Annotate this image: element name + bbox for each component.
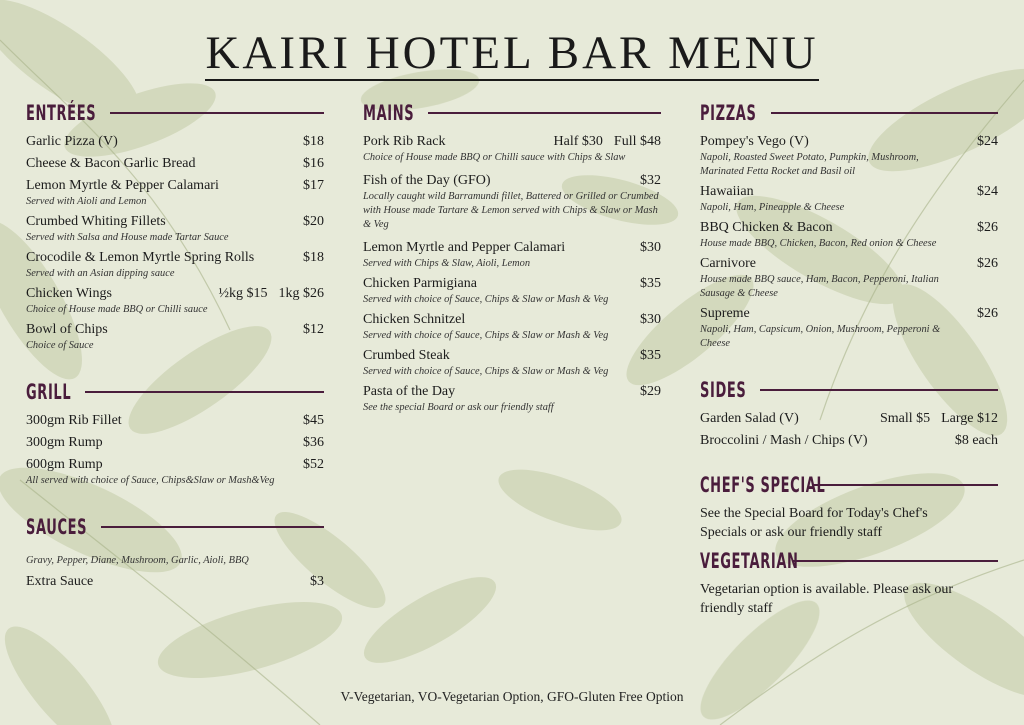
divider (428, 112, 661, 114)
item-price: $32 (640, 173, 661, 188)
item-name: Extra Sauce (26, 574, 94, 589)
mains-header (363, 100, 661, 126)
item-price: 1kg $26 (278, 286, 324, 301)
menu-item (700, 431, 998, 450)
item-price: $29 (640, 384, 661, 399)
item-name: Bowl of Chips (26, 322, 108, 337)
menu-item (26, 212, 324, 245)
sauces-description: Gravy, Pepper, Diane, Mushroom, Garlic, Aioli, BBQ (26, 555, 249, 566)
grill-header (26, 379, 324, 405)
menu-item (26, 284, 324, 317)
menu-item (363, 132, 661, 165)
dietary-legend: V-Vegetarian, VO-Vegetarian Option, GFO-Gluten Free Option (340, 689, 684, 704)
item-price: $35 (640, 276, 661, 291)
divider (101, 526, 324, 528)
item-name: Garden Salad (V) (700, 411, 799, 426)
item-description: Served with Aioli and Lemon (26, 196, 147, 207)
item-description: Napoli, Ham, Capsicum, Onion, Mushroom, Pepperoni & Cheese (700, 324, 941, 349)
item-name: Pork Rib Rack (363, 134, 446, 149)
pizzas-heading: PIZZAS (700, 101, 757, 125)
menu-item (26, 176, 324, 209)
sauces-header (26, 514, 324, 540)
sides-list (700, 409, 998, 450)
item-name: 600gm Rump (26, 457, 103, 472)
item-price: $18 (303, 250, 324, 265)
entrees-list (26, 132, 324, 353)
column-middle (363, 100, 661, 418)
divider (760, 389, 998, 391)
menu-item (700, 254, 998, 301)
item-price-half: Small $5 (879, 411, 931, 426)
menu-item (26, 132, 324, 151)
item-description: Served with choice of Sauce, Chips & Slaw or Mash & Veg (363, 366, 609, 377)
menu-item (363, 274, 661, 307)
menu-item (700, 409, 998, 428)
item-description: All served with choice of Sauce, Chips&Slaw or Mash&Veg (26, 475, 275, 486)
item-name: Carnivore (700, 256, 756, 271)
menu-item (26, 455, 324, 488)
chefs-special-text: See the Special Board for Today's Chef's Specials or ask our friendly staff (700, 506, 928, 540)
item-name: 300gm Rump (26, 435, 103, 450)
item-price: $52 (303, 457, 324, 472)
menu-item (26, 433, 324, 452)
item-name: Crumbed Whiting Fillets (26, 214, 166, 229)
chefs-special-header (700, 472, 998, 498)
sides-heading: SIDES (700, 378, 747, 402)
item-price: $30 (640, 240, 661, 255)
item-name: Fish of the Day (GFO) (363, 173, 491, 188)
item-name: Cheese & Bacon Garlic Bread (26, 156, 196, 171)
item-price: $26 (977, 256, 998, 271)
item-name: Hawaiian (700, 184, 754, 199)
item-price: $26 (977, 306, 998, 321)
item-name: Crocodile & Lemon Myrtle Spring Rolls (26, 250, 255, 265)
divider (110, 112, 324, 114)
mains-heading: MAINS (363, 101, 415, 125)
mains-list (363, 132, 661, 415)
item-price: $18 (303, 134, 324, 149)
item-price: $17 (303, 178, 324, 193)
divider (771, 112, 999, 114)
item-description: Served with an Asian dipping sauce (26, 268, 175, 279)
item-description: Choice of Sauce (26, 340, 94, 351)
item-name: Supreme (700, 306, 750, 321)
chefs-special-heading: CHEF'S SPECIAL (700, 473, 826, 497)
menu-item (26, 320, 324, 353)
vegetarian-text: Vegetarian option is available. Please ask our friendly staff (700, 582, 954, 616)
item-description: Locally caught wild Barramundi fillet, Battered or Grilled or Crumbed with House made Tartare & Lemon served with Chips & Slaw or Mash & Veg (363, 191, 659, 230)
menu-item (26, 411, 324, 430)
sauces-heading: SAUCES (26, 515, 88, 539)
item-description: Served with Chips & Slaw, Aioli, Lemon (363, 258, 531, 269)
item-price: Large $12 (941, 411, 998, 426)
item-description: House made BBQ sauce, Ham, Bacon, Pepperoni, Italian Sausage & Cheese (700, 274, 939, 299)
pizzas-header (700, 100, 998, 126)
item-price: $36 (303, 435, 324, 450)
item-price: Full $48 (613, 134, 661, 149)
menu-item (700, 218, 998, 251)
item-name: BBQ Chicken & Bacon (700, 220, 833, 235)
divider (85, 391, 324, 393)
item-name: Pasta of the Day (363, 384, 456, 399)
menu-item (363, 238, 661, 271)
item-price: $26 (977, 220, 998, 235)
item-name: Lemon Myrtle and Pepper Calamari (363, 240, 566, 255)
item-description: Served with choice of Sauce, Chips & Slaw or Mash & Veg (363, 294, 609, 305)
item-description: Napoli, Ham, Pineapple & Cheese (700, 202, 845, 213)
menu-item (26, 154, 324, 173)
item-name: Broccolini / Mash / Chips (V) (700, 433, 868, 448)
item-price-half: Half $30 (553, 134, 603, 149)
item-name: Lemon Myrtle & Pepper Calamari (26, 178, 219, 193)
item-price-half: ½kg $15 (218, 286, 268, 301)
menu-item (26, 248, 324, 281)
menu-item (26, 572, 324, 591)
column-right (700, 100, 998, 618)
entrees-heading: ENTRÉES (26, 101, 97, 125)
item-description: See the special Board or ask our friendly staff (363, 402, 554, 413)
vegetarian-heading: VEGETARIAN (700, 549, 799, 573)
menu-item (700, 182, 998, 215)
item-price: $3 (310, 574, 324, 589)
item-price: $24 (977, 134, 998, 149)
item-name: Pompey's Vego (V) (700, 134, 809, 149)
item-name: Chicken Parmigiana (363, 276, 477, 291)
menu-item (363, 346, 661, 379)
divider (793, 560, 998, 562)
grill-list (26, 411, 324, 488)
menu-item (700, 304, 998, 351)
pizzas-list (700, 132, 998, 351)
item-price: $35 (640, 348, 661, 363)
item-price: $45 (303, 413, 324, 428)
item-description: Served with choice of Sauce, Chips & Slaw or Mash & Veg (363, 330, 609, 341)
column-left (26, 100, 324, 591)
menu-item (363, 382, 661, 415)
item-description: Choice of House made BBQ or Chilli sauce (26, 304, 208, 315)
item-name: Chicken Schnitzel (363, 312, 466, 327)
menu-item (363, 310, 661, 343)
sides-header (700, 377, 998, 403)
menu-title-wrap (0, 28, 1024, 81)
item-description: House made BBQ, Chicken, Bacon, Red onion & Cheese (700, 238, 937, 249)
item-price: $24 (977, 184, 998, 199)
item-price: $12 (303, 322, 324, 337)
divider (812, 484, 998, 486)
item-price: $20 (303, 214, 324, 229)
item-price: $8 each (954, 433, 998, 448)
menu-item (700, 132, 998, 179)
menu-title: KAIRI HOTEL BAR MENU (205, 27, 819, 79)
item-description: Served with Salsa and House made Tartar Sauce (26, 232, 229, 243)
menu-item (363, 171, 661, 232)
item-name: Crumbed Steak (363, 348, 450, 363)
item-price: $16 (303, 156, 324, 171)
item-price: $30 (640, 312, 661, 327)
item-name: 300gm Rib Fillet (26, 413, 122, 428)
item-name: Garlic Pizza (V) (26, 134, 118, 149)
item-description: Napoli, Roasted Sweet Potato, Pumpkin, Mushroom, Marinated Fetta Rocket and Basil oil (700, 152, 919, 177)
grill-heading: GRILL (26, 380, 72, 404)
item-name: Chicken Wings (26, 286, 112, 301)
item-description: Choice of House made BBQ or Chilli sauce with Chips & Slaw (363, 152, 626, 163)
entrees-header (26, 100, 324, 126)
vegetarian-header (700, 548, 998, 574)
